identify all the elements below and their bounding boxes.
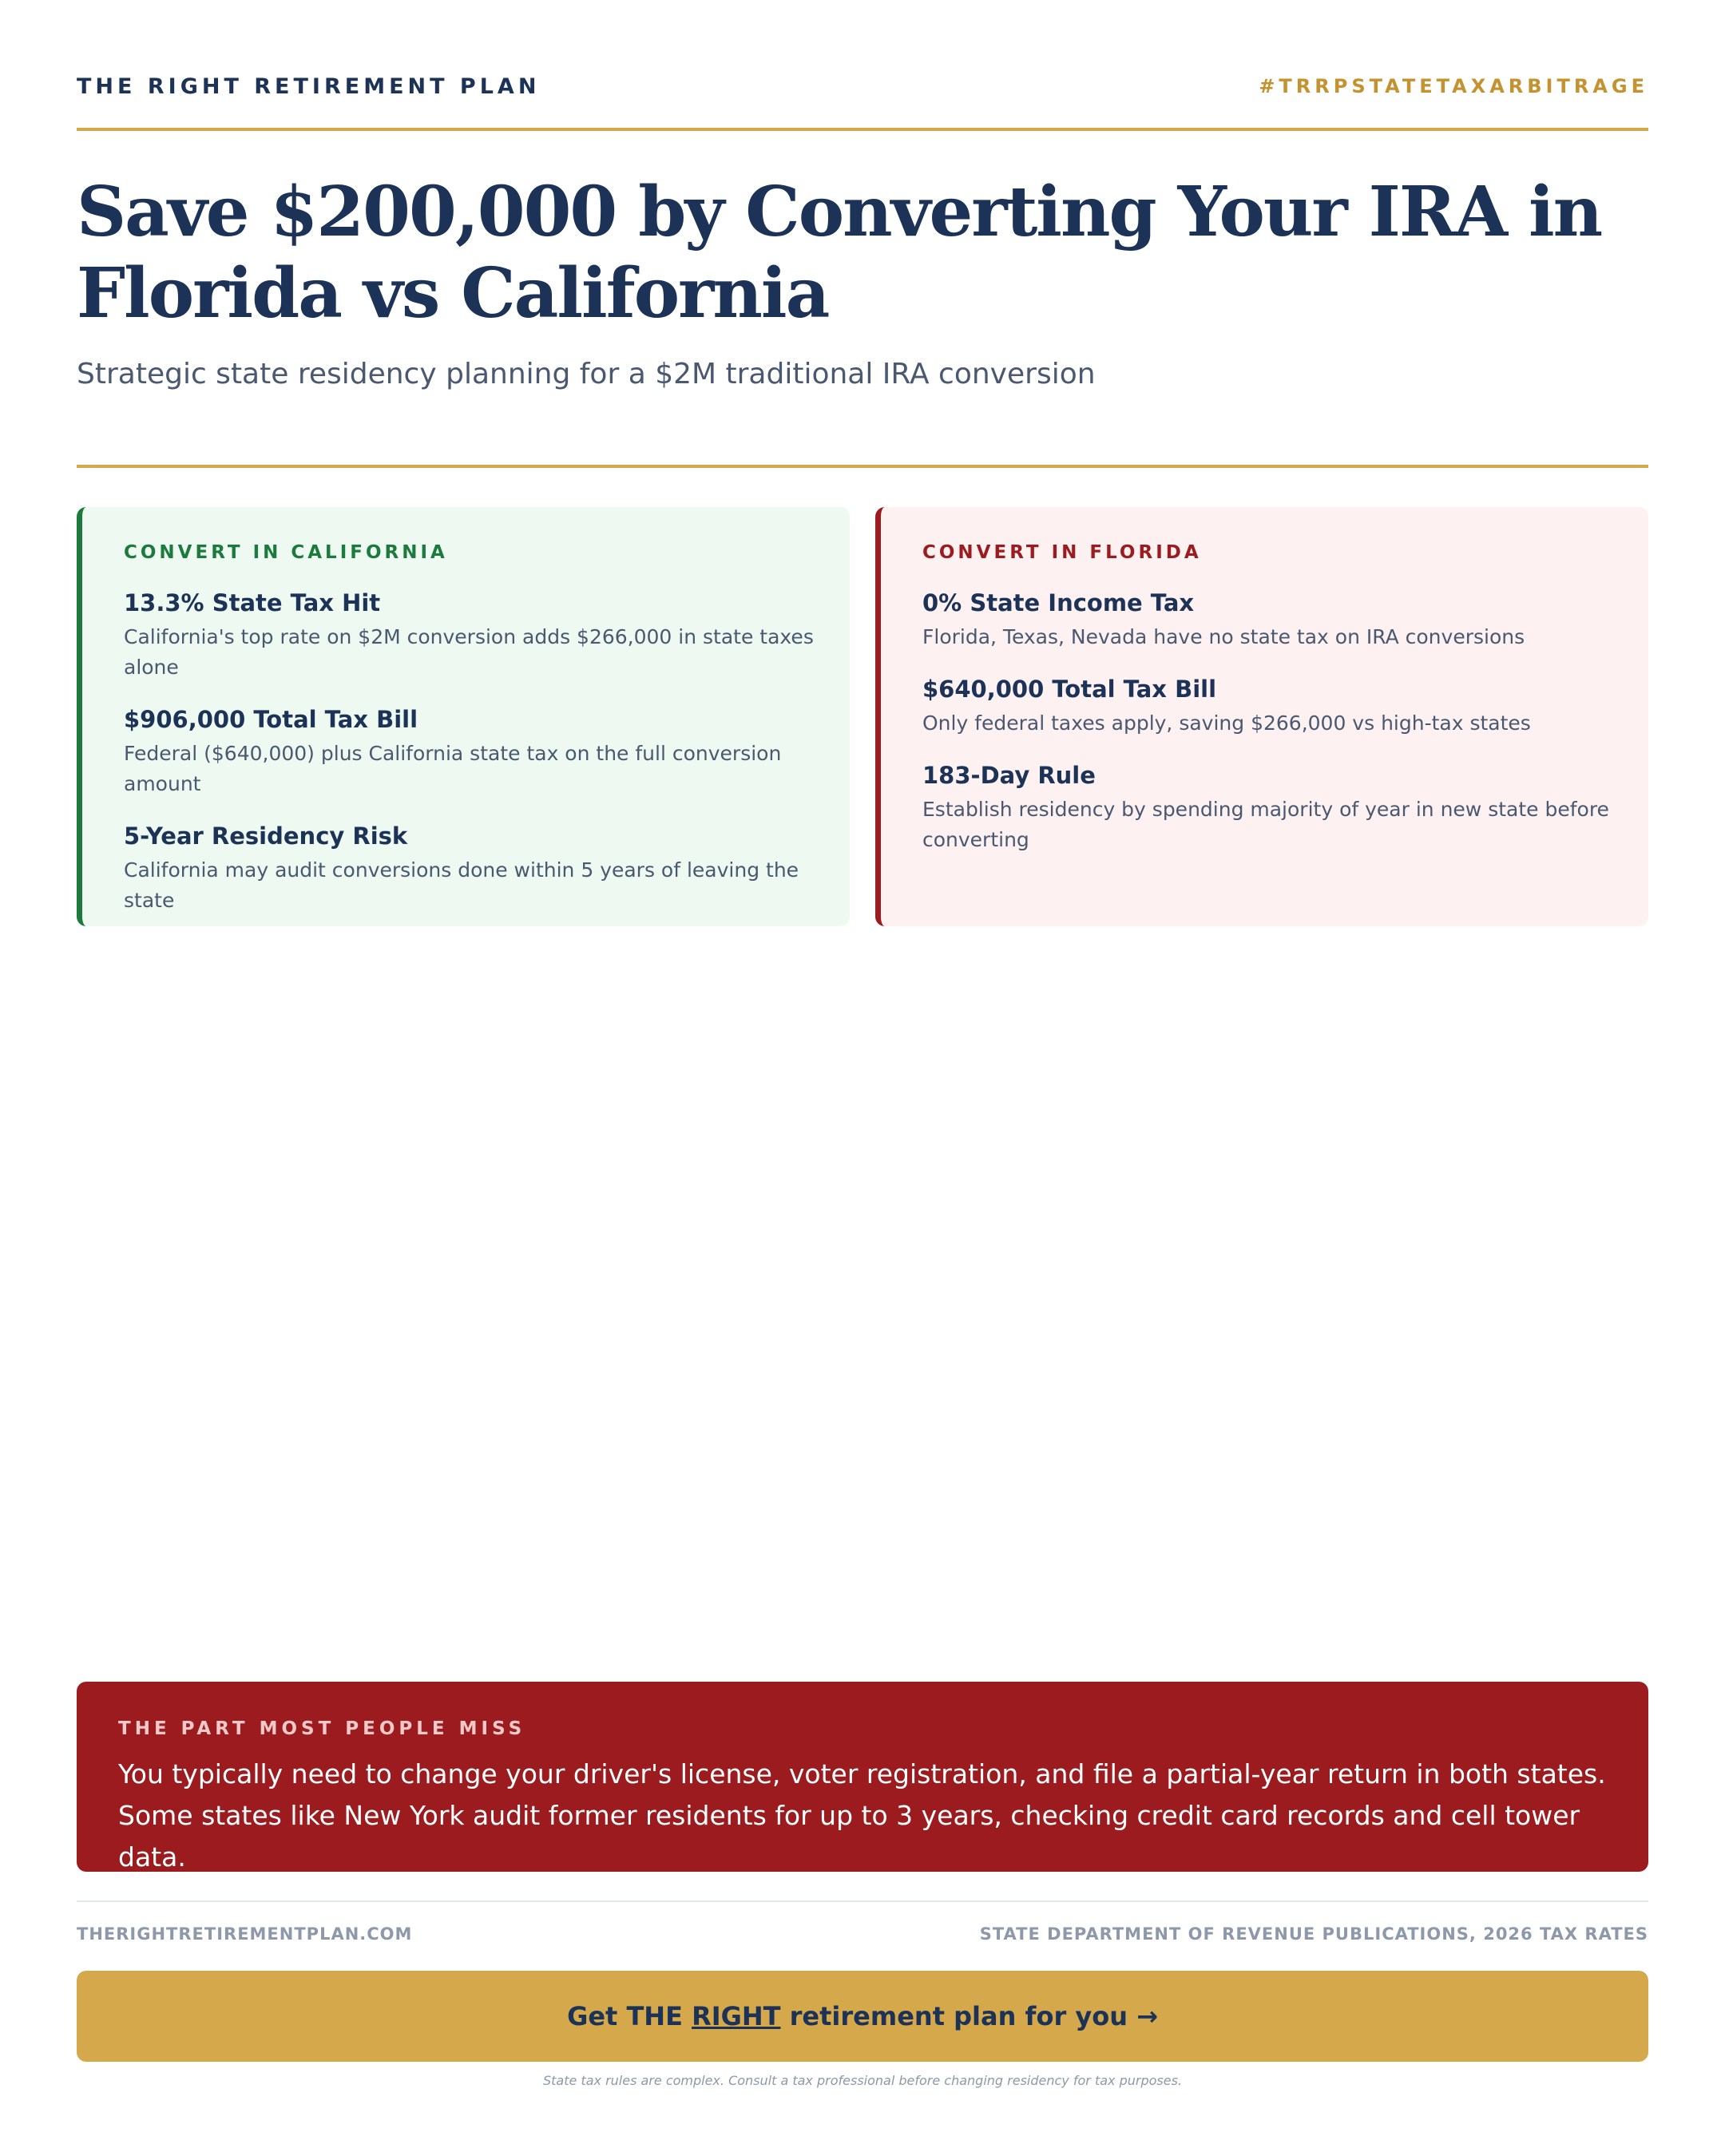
florida-card bbox=[875, 507, 1648, 926]
card-item bbox=[922, 673, 1613, 739]
card-item bbox=[124, 587, 815, 683]
brand-name: THE RIGHT RETIREMENT PLAN bbox=[77, 73, 541, 99]
item-description: Federal ($640,000) plus California state tax on the full conversion amount bbox=[124, 742, 782, 795]
card-label: CONVERT IN FLORIDA bbox=[922, 542, 1202, 563]
page-subtitle: Strategic state residency planning for a $2M traditional IRA conversion bbox=[77, 358, 1096, 390]
card-item bbox=[922, 759, 1613, 855]
cta-text-emphasis: RIGHT bbox=[692, 2001, 781, 2031]
item-description: California may audit conversions done within 5 years of leaving the state bbox=[124, 858, 799, 912]
item-description: Establish residency by spending majority of year in new state before converting bbox=[922, 798, 1609, 851]
page-title: Save $200,000 by Converting Your IRA in Florida vs California bbox=[77, 172, 1602, 334]
item-heading: $906,000 Total Tax Bill bbox=[124, 706, 418, 733]
card-label: CONVERT IN CALIFORNIA bbox=[124, 542, 448, 563]
callout-text: You typically need to change your driver's license, voter registration, and file a partial-year return in both states. Some states like New York audit former residents for up to 3 years, checking credit card records and cell tower data. bbox=[118, 1758, 1606, 1873]
callout-label: THE PART MOST PEOPLE MISS bbox=[118, 1718, 526, 1739]
hashtag: #TRRPSTATETAXARBITRAGE bbox=[1259, 75, 1648, 97]
section-divider bbox=[77, 465, 1648, 468]
item-heading: 13.3% State Tax Hit bbox=[124, 589, 381, 616]
source-citation: STATE DEPARTMENT OF REVENUE PUBLICATIONS, 2026 TAX RATES bbox=[979, 1924, 1648, 1944]
item-description: California's top rate on $2M conversion adds $266,000 in state taxes alone bbox=[124, 625, 814, 679]
cta-text-before: Get THE bbox=[567, 2001, 692, 2031]
card-item bbox=[922, 587, 1613, 652]
disclaimer: State tax rules are complex. Consult a tax professional before changing residency for tax purposes. bbox=[543, 2073, 1182, 2088]
card-item bbox=[124, 703, 815, 799]
footer-divider bbox=[77, 1900, 1648, 1902]
item-heading: $640,000 Total Tax Bill bbox=[922, 676, 1217, 703]
cta-text-after: retirement plan for you → bbox=[780, 2001, 1158, 2031]
item-heading: 0% State Income Tax bbox=[922, 589, 1195, 616]
item-heading: 183-Day Rule bbox=[922, 762, 1096, 789]
infographic-page bbox=[77, 0, 1648, 2156]
website-link[interactable]: THERIGHTRETIREMENTPLAN.COM bbox=[77, 1924, 413, 1944]
item-heading: 5-Year Residency Risk bbox=[124, 822, 408, 850]
item-description: Only federal taxes apply, saving $266,000 vs high-tax states bbox=[922, 711, 1531, 735]
california-card bbox=[77, 507, 850, 926]
item-description: Florida, Texas, Nevada have no state tax on IRA conversions bbox=[922, 625, 1525, 648]
top-bar bbox=[77, 70, 1648, 102]
card-item bbox=[124, 820, 815, 916]
warning-callout bbox=[77, 1682, 1648, 1872]
cta-button[interactable] bbox=[77, 1971, 1648, 2062]
top-divider bbox=[77, 128, 1648, 131]
footer-row bbox=[77, 1924, 1648, 1944]
